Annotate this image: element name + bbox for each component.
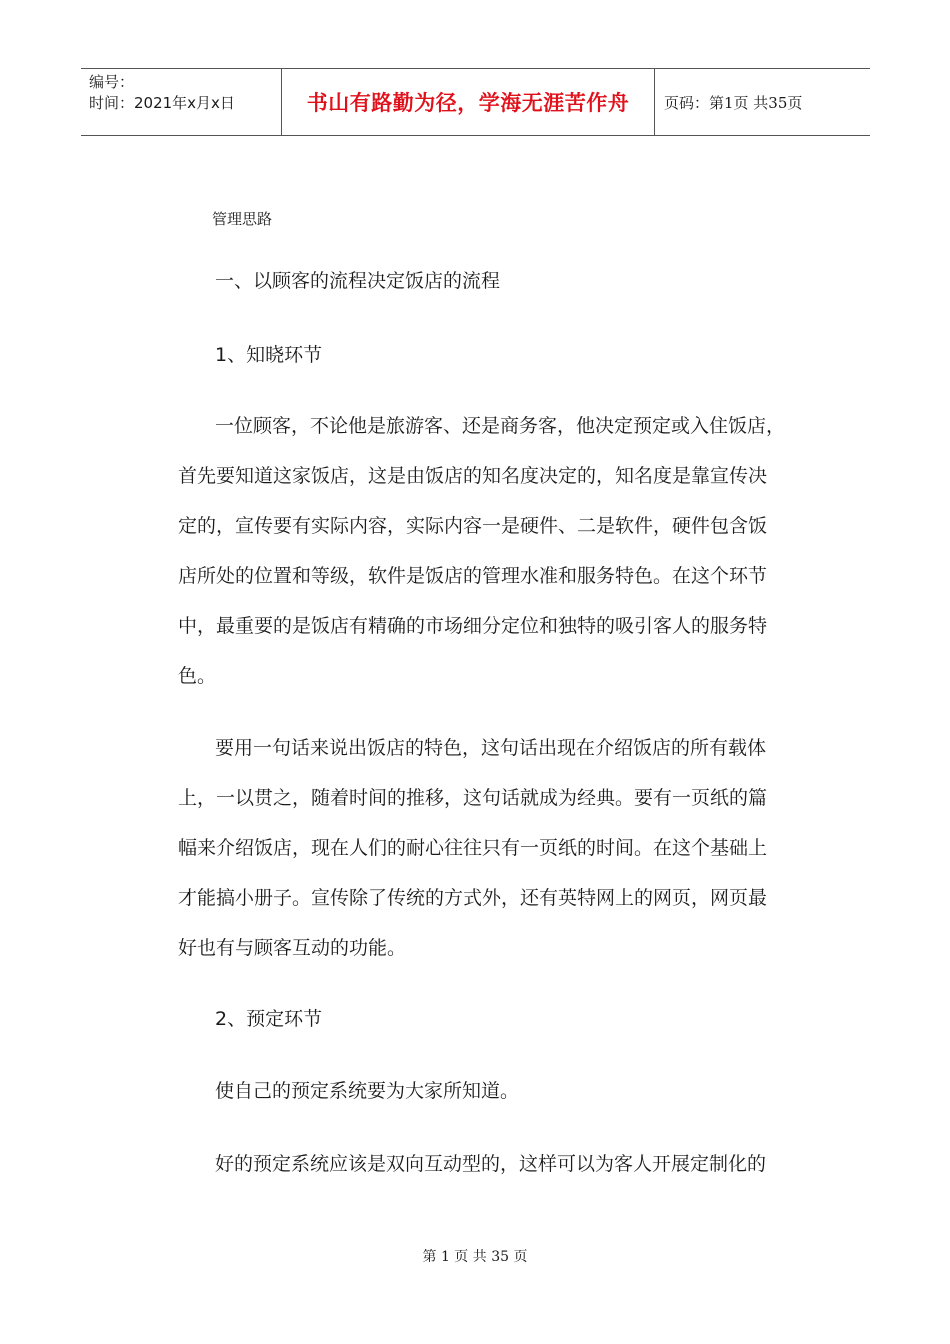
section-heading-2: 2、预定环节 [215,1008,323,1030]
paragraph-2-line: 上，一以贯之，随着时间的推移，这句话就成为经典。要有一页纸的篇 [178,787,768,809]
paragraph-2-line: 好也有与顾客互动的功能。 [178,937,407,959]
header-meta [81,69,281,135]
number-label: 编号： [89,73,135,91]
paragraph-2-line: 才能搞小册子。宣传除了传统的方式外，还有英特网上的网页，网页最 [178,887,768,909]
page-header [81,68,870,136]
paragraph-4: 好的预定系统应该是双向互动型的，这样可以为客人开展定制化的 [215,1153,767,1175]
paragraph-1-line: 店所处的位置和等级，软件是饭店的管理水准和服务特色。在这个环节 [178,565,768,587]
time-label: 时间：2021年x月x日 [89,94,235,112]
paragraph-1-line: 中，最重要的是饭店有精确的市场细分定位和独特的吸引客人的服务特 [178,615,768,637]
page-footer: 第 1 页 共 35 页 [422,1249,528,1265]
header-motto: 书山有路勤为径，学海无涯苦作舟 [281,69,655,135]
paragraph-1-line: 色。 [178,665,217,687]
paragraph-2-line: 要用一句话来说出饭店的特色，这句话出现在介绍饭店的所有载体 [215,737,767,759]
paragraph-1-line: 定的，宣传要有实际内容，实际内容一是硬件、二是软件，硬件包含饭 [178,515,768,537]
paragraph-3: 使自己的预定系统要为大家所知道。 [215,1080,520,1102]
paragraph-1-line: 一位顾客，不论他是旅游客、还是商务客，他决定预定或入住饭店， [215,415,786,437]
heading-1: 一、以顾客的流程决定饭店的流程 [215,270,501,292]
header-page-label: 页码：第1页 共35页 [664,93,803,112]
paragraph-2-line: 幅来介绍饭店，现在人们的耐心往往只有一页纸的时间。在这个基础上 [178,837,768,859]
small-title: 管理思路 [212,210,273,228]
section-heading-1: 1、知晓环节 [215,344,323,366]
paragraph-1-line: 首先要知道这家饭店，这是由饭店的知名度决定的，知名度是靠宣传决 [178,465,768,487]
